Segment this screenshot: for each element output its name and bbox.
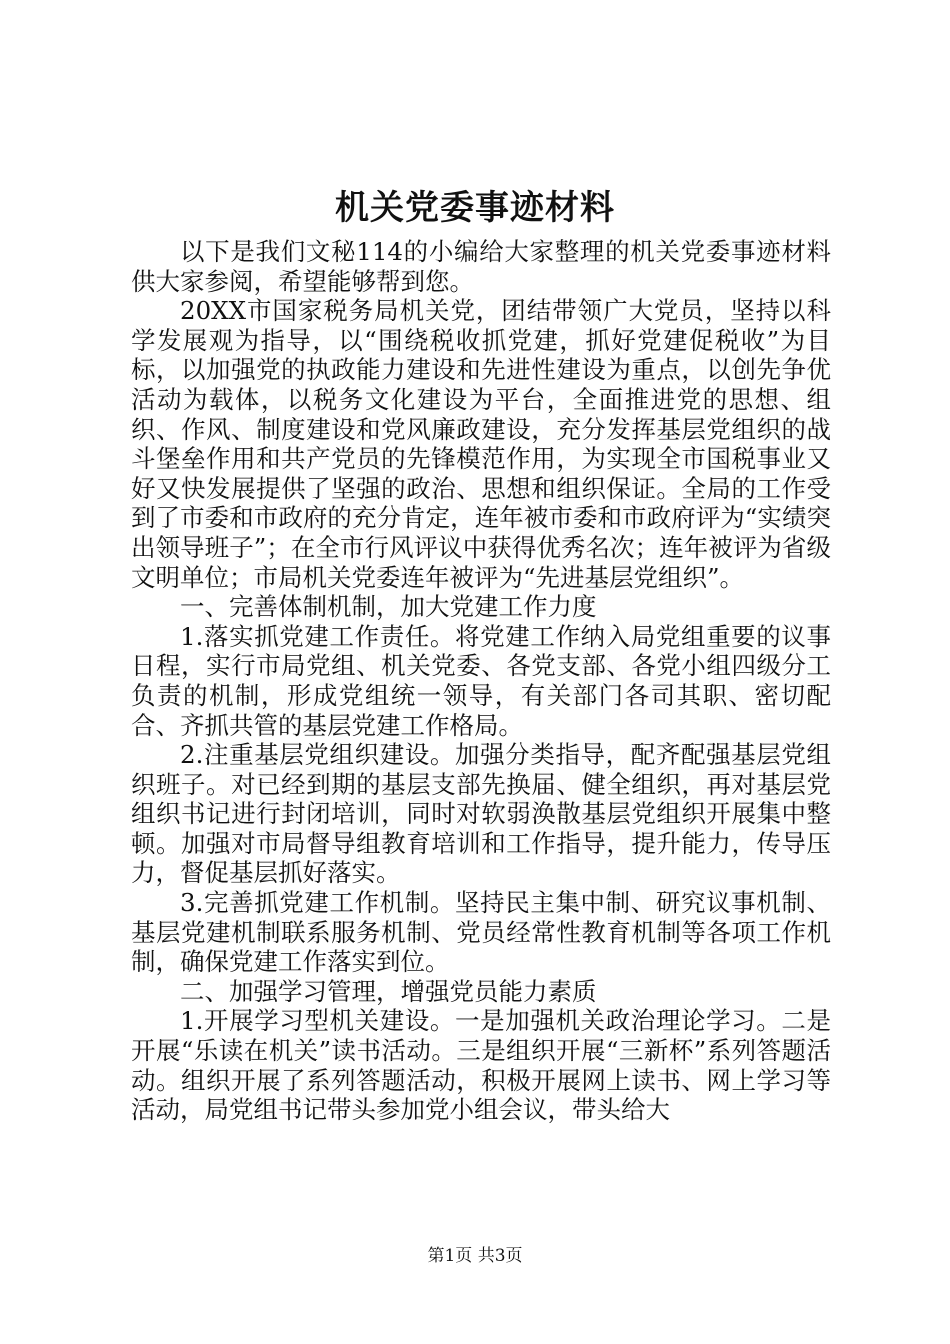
intro-paragraph: 以下是我们文秘114的小编给大家整理的机关党委事迹材料供大家参阅，希望能够帮到您。 bbox=[131, 237, 831, 296]
body-paragraph: 2.注重基层党组织建设。加强分类指导，配齐配强基层党组织班子。对已经到期的基层支部先换届、健全组织，再对基层党组织书记进行封闭培训，同时对软弱涣散基层党组织开展集中整顿。加强对市局督导组教育培训和工作指导，提升能力，传导压力，督促基层抓好落实。 bbox=[131, 740, 831, 888]
body-paragraph: 3.完善抓党建工作机制。坚持民主集中制、研究议事机制、基层党建机制联系服务机制、党员经常性教育机制等各项工作机制，确保党建工作落实到位。 bbox=[131, 888, 831, 977]
body-paragraph: 1.落实抓党建工作责任。将党建工作纳入局党组重要的议事日程，实行市局党组、机关党委、各党支部、各党小组四级分工负责的机制，形成党组统一领导，有关部门各司其职、密切配合、齐抓共管的基层党建工作格局。 bbox=[131, 621, 831, 740]
document-body bbox=[131, 237, 831, 1125]
section-heading-2: 二、加强学习管理，增强党员能力素质 bbox=[180, 976, 597, 1006]
page-number-footer: 第1页 共3页 bbox=[427, 1246, 523, 1266]
overview-paragraph: 20XX市国家税务局机关党，团结带领广大党员，坚持以科学发展观为指导，以“围绕税收抓党建，抓好党建促税收”为目标，以加强党的执政能力建设和先进性建设为重点，以创先争优活动为载体，以税务文化建设为平台，全面推进党的思想、组织、作风、制度建设和党风廉政建设，充分发挥基层党组织的战斗堡垒作用和共产党员的先锋模范作用，为实现全市国税事业又好又快发展提供了坚强的政治、思想和组织保证。全局的工作受到了市委和市政府的充分肯定，连年被市委和市政府评为“实绩突出领导班子”；在全市行风评议中获得优秀名次；连年被评为省级文明单位；市局机关党委连年被评为“先进基层党组织”。 bbox=[131, 296, 831, 592]
document-title: 机关党委事迹材料 bbox=[335, 188, 615, 228]
body-paragraph: 1.开展学习型机关建设。一是加强机关政治理论学习。二是开展“乐读在机关”读书活动。三是组织开展“三新杯”系列答题活动。组织开展了系列答题活动，积极开展网上读书、网上学习等活动，局党组书记带头参加党小组会议，带头给大 bbox=[131, 1006, 831, 1125]
section-heading-1: 一、完善体制机制，加大党建工作力度 bbox=[180, 592, 597, 622]
